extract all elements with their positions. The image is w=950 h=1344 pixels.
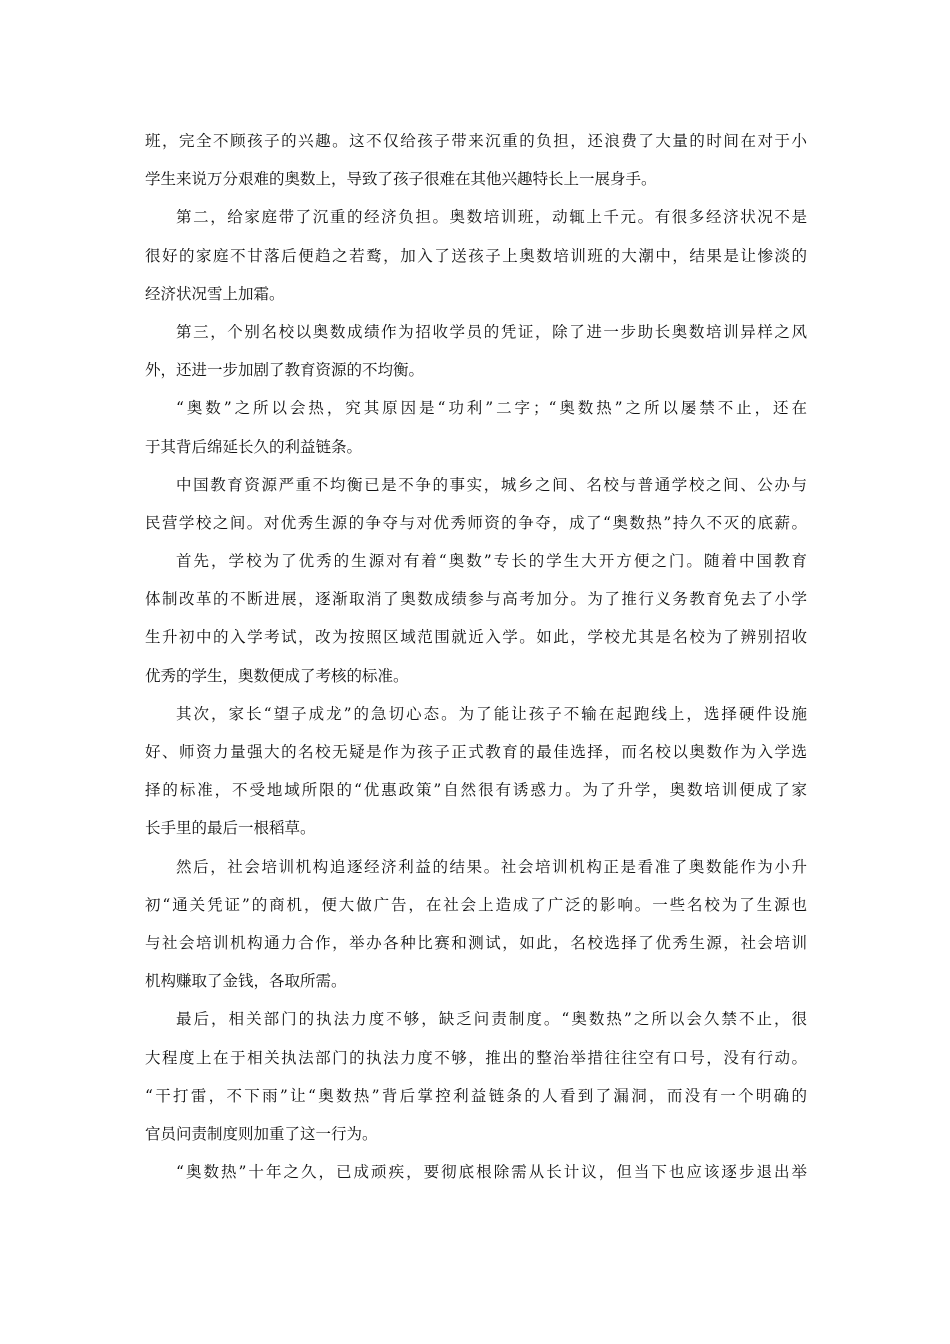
text-line: 好、师资力量强大的名校无疑是作为孩子正式教育的最佳选择，而名校以奥数作为入学选 <box>145 743 807 761</box>
text-line: 中国教育资源严重不均衡已是不争的事实，城乡之间、名校与普通学校之间、公办与 <box>176 475 807 494</box>
document-body <box>145 122 807 1191</box>
text-line: “干打雷，不下雨”让“奥数热”背后掌控利益链条的人看到了漏洞，而没有一个明确的 <box>145 1086 807 1105</box>
text-line: 很好的家庭不甘落后便趋之若鹜，加入了送孩子上奥数培训班的大潮中，结果是让惨淡的 <box>145 246 807 265</box>
text-line: 于其背后绵延长久的利益链条。 <box>145 437 363 456</box>
text-line: 其次，家长“望子成龙”的急切心态。为了能让孩子不输在起跑线上，选择硬件设施 <box>176 704 807 723</box>
text-line: 与社会培训机构通力合作，举办各种比赛和测试，如此，名校选择了优秀生源，社会培训 <box>145 933 807 952</box>
text-line: “奥数”之所以会热，究其原因是“功利”二字；“奥数热”之所以屡禁不止，还在 <box>176 399 807 418</box>
text-line: 经济状况雪上加霜。 <box>145 284 285 303</box>
text-line: 优秀的学生，奥数便成了考核的标准。 <box>145 666 409 685</box>
text-line: 择的标准，不受地域所限的“优惠政策”自然很有诱惑力。为了升学，奥数培训便成了家 <box>145 781 807 800</box>
text-line: 班，完全不顾孩子的兴趣。这不仅给孩子带来沉重的负担，还浪费了大量的时间在对于小 <box>145 132 807 150</box>
text-line: 大程度上在于相关执法部门的执法力度不够，推出的整治举措往往空有口号，没有行动。 <box>145 1048 807 1067</box>
text-line: “奥数热”十年之久，已成顽疾，要彻底根除需从长计议，但当下也应该逐步退出举 <box>176 1163 807 1182</box>
text-line: 民营学校之间。对优秀生源的争夺与对优秀师资的争夺，成了“奥数热”持久不灭的底薪。 <box>145 513 807 532</box>
text-line: 官员问责制度则加重了这一行为。 <box>145 1124 378 1143</box>
text-line: 体制改革的不断进展，逐渐取消了奥数成绩参与高考加分。为了推行义务教育免去了小学 <box>145 590 807 609</box>
text-line: 机构赚取了金钱，各取所需。 <box>145 972 347 991</box>
text-line: 学生来说万分艰难的奥数上，导致了孩子很难在其他兴趣特长上一展身手。 <box>145 170 657 189</box>
text-line: 最后，相关部门的执法力度不够，缺乏问责制度。“奥数热”之所以会久禁不止，很 <box>176 1010 807 1029</box>
text-line: 外，还进一步加剧了教育资源的不均衡。 <box>145 361 425 380</box>
text-line: 首先，学校为了优秀的生源对有着“奥数”专长的学生大开方便之门。随着中国教育 <box>176 552 807 571</box>
text-line: 第三，个别名校以奥数成绩作为招收学员的凭证，除了进一步助长奥数培训异样之风 <box>176 322 807 341</box>
text-line: 第二，给家庭带了沉重的经济负担。奥数培训班，动辄上千元。有很多经济状况不是 <box>176 208 807 227</box>
text-line: 长手里的最后一根稻草。 <box>145 819 316 838</box>
text-line: 然后，社会培训机构追逐经济利益的结果。社会培训机构正是看准了奥数能作为小升 <box>176 857 807 876</box>
text-line: 生升初中的入学考试，改为按照区域范围就近入学。如此，学校尤其是名校为了辨别招收 <box>145 628 807 647</box>
text-line: 初“通关凭证”的商机，便大做广告，在社会上造成了广泛的影响。一些名校为了生源也 <box>145 895 807 914</box>
